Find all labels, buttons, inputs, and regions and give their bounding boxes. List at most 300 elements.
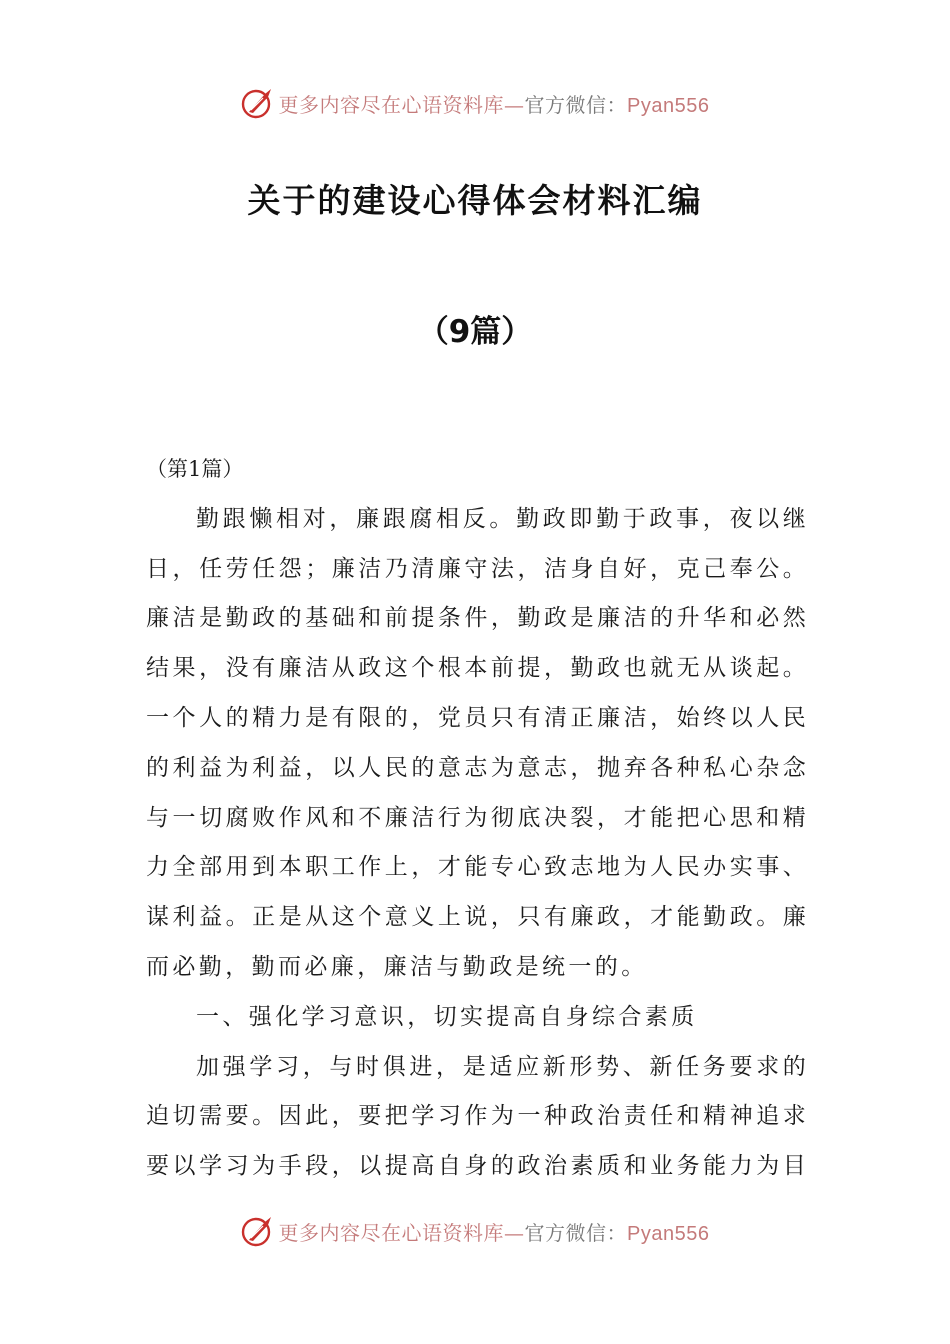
glyph: 终 [703, 704, 727, 731]
glyph: 切 [199, 804, 223, 831]
glyph: 此 [305, 1103, 329, 1130]
glyph: 职 [305, 854, 329, 881]
glyph: 以 [729, 704, 753, 731]
glyph: 人 [199, 704, 223, 731]
glyph: 民 [676, 854, 700, 881]
glyph: 勤 [703, 904, 727, 931]
glyph: 。 [782, 655, 806, 682]
glyph: 勤 [196, 505, 219, 532]
glyph: 为 [490, 1103, 514, 1130]
glyph: 利 [252, 754, 276, 781]
glyph: 人 [650, 854, 674, 881]
glyph: 心 [703, 804, 727, 831]
glyph: 洁 [623, 605, 647, 632]
glyph: 以 [331, 754, 355, 781]
glyph: ； [305, 555, 329, 582]
paragraph-line [146, 1092, 806, 1142]
glyph: 志 [543, 754, 567, 781]
glyph: 为 [623, 854, 647, 881]
header-watermark [0, 83, 950, 123]
glyph: 怨 [278, 555, 302, 582]
glyph: 作 [278, 804, 302, 831]
glyph: 的 [782, 1053, 806, 1080]
glyph: 。 [225, 904, 249, 931]
glyph: 有 [517, 704, 541, 731]
glyph: 精 [703, 1103, 727, 1130]
glyph: 政 [597, 655, 621, 682]
glyph: 适 [489, 1053, 513, 1080]
glyph: 勤 [570, 655, 594, 682]
glyph: 廉 [384, 804, 408, 831]
glyph: 提 [384, 1153, 408, 1180]
glyph: 手 [278, 1153, 302, 1180]
glyph: 因 [278, 1103, 302, 1130]
glyph: 神 [729, 1103, 753, 1130]
glyph: 部 [199, 854, 223, 881]
glyph: 廉 [278, 655, 302, 682]
glyph: 与 [146, 804, 169, 831]
glyph: 质 [597, 1153, 621, 1180]
glyph: 精 [782, 804, 806, 831]
glyph: 对 [302, 505, 326, 532]
glyph: 谈 [729, 655, 753, 682]
glyph: 的 [411, 754, 435, 781]
glyph: 工 [331, 854, 355, 881]
glyph: 始 [676, 704, 700, 731]
glyph: 的 [146, 754, 169, 781]
glyph: 为 [490, 754, 514, 781]
glyph: 从 [305, 904, 329, 931]
watermark-label: 官方微信： [524, 1220, 628, 1245]
glyph: 实 [729, 854, 753, 881]
glyph: ， [436, 1053, 460, 1080]
glyph: 新 [542, 1053, 566, 1080]
glyph: 事 [676, 505, 700, 532]
glyph: 。 [756, 904, 780, 931]
glyph: 洁 [305, 655, 329, 682]
glyph: 高 [411, 1153, 435, 1180]
glyph: 说 [464, 904, 488, 931]
glyph: 日 [146, 555, 169, 582]
glyph: 乃 [384, 555, 408, 582]
paragraph-line [146, 893, 806, 943]
glyph: 益 [278, 754, 302, 781]
glyph: 学 [199, 1153, 223, 1180]
glyph: 根 [437, 655, 461, 682]
glyph: 以 [172, 1153, 196, 1180]
glyph: 把 [384, 1103, 408, 1130]
glyph: 奉 [729, 555, 753, 582]
glyph: 心 [517, 854, 541, 881]
glyph: 是 [305, 704, 329, 731]
glyph: 任 [199, 555, 223, 582]
glyph: ， [623, 904, 647, 931]
glyph: 政 [542, 505, 566, 532]
section-label: （第1篇） [146, 457, 244, 481]
glyph: 政 [729, 904, 753, 931]
glyph: 无 [676, 655, 700, 682]
glyph: 志 [464, 754, 488, 781]
glyph: 要 [729, 1053, 753, 1080]
glyph: 从 [703, 655, 727, 682]
glyph: 的 [650, 605, 674, 632]
glyph: 用 [225, 854, 249, 881]
glyph: ， [543, 655, 567, 682]
glyph: 任 [676, 1053, 700, 1080]
glyph: 廉 [146, 605, 169, 632]
glyph: 办 [703, 854, 727, 881]
glyph: 跟 [382, 505, 406, 532]
glyph: 人 [358, 754, 382, 781]
glyph: ， [490, 605, 514, 632]
glyph: 抛 [597, 754, 621, 781]
glyph: 法 [490, 555, 514, 582]
glyph: 各 [650, 754, 674, 781]
glyph: 形 [569, 1053, 593, 1080]
glyph: 习 [276, 1053, 300, 1080]
glyph: 裂 [570, 804, 594, 831]
glyph: 意 [437, 754, 461, 781]
glyph: 学 [249, 1053, 273, 1080]
glyph: 没 [225, 655, 249, 682]
glyph: 清 [411, 555, 435, 582]
glyph: 条 [437, 605, 461, 632]
glyph: 把 [676, 804, 700, 831]
glyph: 、 [622, 1053, 646, 1080]
glyph: 底 [517, 804, 541, 831]
glyph: 力 [278, 704, 302, 731]
glyph: 强 [222, 1053, 246, 1080]
glyph: 政 [358, 655, 382, 682]
glyph: 一 [172, 804, 196, 831]
glyph: 础 [331, 605, 355, 632]
glyph: 心 [729, 754, 753, 781]
glyph: 己 [703, 555, 727, 582]
glyph: 前 [490, 655, 514, 682]
glyph: 就 [650, 655, 674, 682]
glyph: 作 [358, 854, 382, 881]
glyph: 俱 [382, 1053, 406, 1080]
glyph: 员 [464, 704, 488, 731]
glyph: 洁 [172, 605, 196, 632]
glyph: 上 [384, 854, 408, 881]
watermark-separator: — [504, 92, 525, 117]
glyph: 的 [490, 1153, 514, 1180]
paragraph-line [146, 644, 806, 694]
glyph: 政 [597, 904, 621, 931]
glyph: 于 [622, 505, 646, 532]
glyph: 继 [782, 505, 806, 532]
glyph: 义 [411, 904, 435, 931]
glyph: 以 [358, 1153, 382, 1180]
watermark-wechat: Pyan556 [627, 1222, 710, 1245]
glyph: 能 [676, 904, 700, 931]
watermark-site: 更多内容尽在心语资料库 [278, 92, 505, 117]
glyph: 。 [252, 1103, 276, 1130]
glyph: 才 [650, 904, 674, 931]
glyph: 意 [384, 904, 408, 931]
glyph: 要 [225, 1103, 249, 1130]
document-body [146, 445, 806, 1192]
glyph: 廉 [437, 555, 461, 582]
glyph: 才 [623, 804, 647, 831]
glyph: ， [411, 854, 435, 881]
glyph: 反 [462, 505, 486, 532]
glyph: 学 [411, 1103, 435, 1130]
glyph: 廉 [597, 605, 621, 632]
glyph: 是 [278, 904, 302, 931]
glyph: 追 [756, 1103, 780, 1130]
glyph: 念 [782, 754, 806, 781]
glyph: 应 [516, 1053, 540, 1080]
glyph: 是 [570, 605, 594, 632]
glyph: 有 [331, 704, 355, 731]
glyph: ， [597, 804, 621, 831]
glyph: 、 [782, 854, 806, 881]
glyph: 和 [358, 605, 382, 632]
glyph: 势 [596, 1053, 620, 1080]
glyph: 谋 [146, 904, 169, 931]
glyph: 为 [225, 754, 249, 781]
glyph: 党 [437, 704, 461, 731]
glyph: ， [650, 704, 674, 731]
glyph: ， [650, 555, 674, 582]
glyph: ， [331, 1103, 355, 1130]
glyph: 洁 [543, 555, 567, 582]
glyph: ， [331, 1153, 355, 1180]
glyph: 要 [358, 1103, 382, 1130]
glyph: 身 [464, 1153, 488, 1180]
glyph: 责 [623, 1103, 647, 1130]
glyph: 彻 [490, 804, 514, 831]
glyph: 致 [543, 854, 567, 881]
glyph: 廉 [356, 505, 380, 532]
glyph: 力 [146, 854, 169, 881]
glyph: 个 [172, 704, 196, 731]
glyph: 廉 [597, 704, 621, 731]
glyph: 本 [464, 655, 488, 682]
glyph: 精 [252, 704, 276, 731]
glyph: 益 [199, 754, 223, 781]
glyph: ， [199, 655, 223, 682]
glyph: 治 [597, 1103, 621, 1130]
glyph: 前 [384, 605, 408, 632]
glyph: 勤 [596, 505, 620, 532]
glyph: 行 [437, 804, 461, 831]
glyph: 夜 [729, 505, 753, 532]
glyph: 民 [782, 704, 806, 731]
glyph: 新 [649, 1053, 673, 1080]
paragraph-line [146, 1043, 806, 1093]
glyph: 务 [702, 1053, 726, 1080]
glyph: 政 [570, 1103, 594, 1130]
glyph: 廉 [331, 555, 355, 582]
glyph: 自 [597, 555, 621, 582]
glyph: 基 [305, 605, 329, 632]
glyph: 到 [252, 854, 276, 881]
glyph: 廉 [782, 904, 806, 931]
glyph: 果 [172, 655, 196, 682]
watermark-wechat: Pyan556 [627, 94, 710, 117]
glyph: 和 [756, 804, 780, 831]
glyph: 种 [543, 1103, 567, 1130]
glyph: 腐 [225, 804, 249, 831]
glyph: 种 [676, 754, 700, 781]
glyph: 习 [225, 1153, 249, 1180]
glyph: 求 [782, 1103, 806, 1130]
glyph: 利 [172, 754, 196, 781]
paragraph-line: 而必勤，勤而必廉，廉洁与勤政是统一的。 [146, 953, 648, 980]
glyph: 升 [676, 605, 700, 632]
glyph: 利 [172, 904, 196, 931]
glyph: 必 [756, 605, 780, 632]
glyph: 进 [409, 1053, 433, 1080]
glyph: 件 [464, 605, 488, 632]
glyph: 然 [782, 605, 806, 632]
glyph: 治 [543, 1153, 567, 1180]
glyph: 即 [569, 505, 593, 532]
glyph: ， [329, 505, 353, 532]
glyph: 任 [252, 555, 276, 582]
glyph: 起 [756, 655, 780, 682]
watermark-separator: — [504, 1220, 525, 1245]
paragraph-line [146, 594, 806, 644]
glyph: 有 [252, 655, 276, 682]
glyph: 。 [782, 555, 806, 582]
glyph: 结 [146, 655, 169, 682]
glyph: 意 [517, 754, 541, 781]
glyph: ， [517, 555, 541, 582]
glyph: 自 [437, 1153, 461, 1180]
glyph: ， [702, 505, 726, 532]
glyph: 目 [782, 1153, 806, 1180]
glyph: 不 [358, 804, 382, 831]
glyph: 懒 [249, 505, 273, 532]
glyph: 劳 [225, 555, 249, 582]
glyph: 廉 [570, 904, 594, 931]
glyph: 上 [437, 904, 461, 931]
glyph: ， [302, 1053, 326, 1080]
glyph: 这 [384, 655, 408, 682]
paragraph-line [146, 545, 806, 595]
glyph: 迫 [146, 1103, 169, 1130]
paragraph-line [146, 794, 806, 844]
glyph: 才 [437, 854, 461, 881]
glyph: 志 [570, 854, 594, 881]
glyph: 跟 [222, 505, 246, 532]
glyph: 求 [756, 1053, 780, 1080]
glyph: 勤 [225, 605, 249, 632]
glyph: 提 [517, 655, 541, 682]
glyph: ， [570, 754, 594, 781]
glyph: 事 [756, 854, 780, 881]
glyph: 是 [462, 1053, 486, 1080]
section-heading: 一、强化学习意识，切实提高自身综合素质 [196, 1003, 698, 1030]
glyph: 能 [650, 804, 674, 831]
glyph: 素 [570, 1153, 594, 1180]
glyph: 务 [676, 1153, 700, 1180]
glyph: 从 [331, 655, 355, 682]
glyph: 作 [464, 1103, 488, 1130]
glyph: 华 [703, 605, 727, 632]
glyph: ， [305, 754, 329, 781]
glyph: 政 [543, 605, 567, 632]
glyph: ， [490, 904, 514, 931]
glyph: 政 [517, 1153, 541, 1180]
glyph: 洁 [623, 704, 647, 731]
glyph: 段 [305, 1153, 329, 1180]
glyph: 的 [225, 704, 249, 731]
watermark-site: 更多内容尽在心语资料库 [278, 1220, 505, 1245]
glyph: 只 [490, 704, 514, 731]
paragraph-line [146, 843, 806, 893]
glyph: 地 [597, 854, 621, 881]
glyph: 的 [278, 605, 302, 632]
glyph: 政 [649, 505, 673, 532]
glyph: 败 [252, 804, 276, 831]
glyph: 的 [384, 704, 408, 731]
glyph: 好 [623, 555, 647, 582]
glyph: 私 [703, 754, 727, 781]
glyph: 克 [676, 555, 700, 582]
quill-logo-icon [241, 86, 275, 120]
glyph: 洁 [358, 555, 382, 582]
glyph: 决 [543, 804, 567, 831]
glyph: 力 [729, 1153, 753, 1180]
glyph: 任 [650, 1103, 674, 1130]
glyph: 清 [543, 704, 567, 731]
glyph: 政 [252, 605, 276, 632]
glyph: 勤 [516, 505, 540, 532]
glyph: 是 [199, 605, 223, 632]
document-subtitle: （9篇） [417, 314, 533, 350]
glyph: 能 [464, 854, 488, 881]
glyph: 能 [703, 1153, 727, 1180]
glyph: 为 [464, 804, 488, 831]
watermark-label: 官方微信： [524, 92, 628, 117]
paragraph-line [146, 495, 806, 545]
glyph: 守 [464, 555, 488, 582]
glyph: 提 [411, 605, 435, 632]
glyph: 公 [756, 555, 780, 582]
footer-watermark [0, 1211, 950, 1251]
quill-logo-icon [241, 1214, 275, 1248]
glyph: 身 [570, 555, 594, 582]
glyph: 腐 [409, 505, 433, 532]
glyph: 民 [384, 754, 408, 781]
glyph: 要 [146, 1153, 169, 1180]
glyph: 弃 [623, 754, 647, 781]
glyph: 洁 [411, 804, 435, 831]
glyph: 只 [517, 904, 541, 931]
glyph: 习 [437, 1103, 461, 1130]
glyph: 一 [146, 704, 169, 731]
glyph: ， [411, 704, 435, 731]
glyph: 专 [490, 854, 514, 881]
glyph: 业 [650, 1153, 674, 1180]
glyph: 和 [729, 605, 753, 632]
glyph: 时 [356, 1053, 380, 1080]
glyph: 与 [329, 1053, 353, 1080]
glyph: 相 [436, 505, 460, 532]
glyph: 。 [489, 505, 513, 532]
glyph: 这 [331, 904, 355, 931]
glyph: 思 [729, 804, 753, 831]
glyph: 为 [756, 1153, 780, 1180]
glyph: 相 [276, 505, 300, 532]
paragraph-line [146, 694, 806, 744]
glyph: 切 [172, 1103, 196, 1130]
